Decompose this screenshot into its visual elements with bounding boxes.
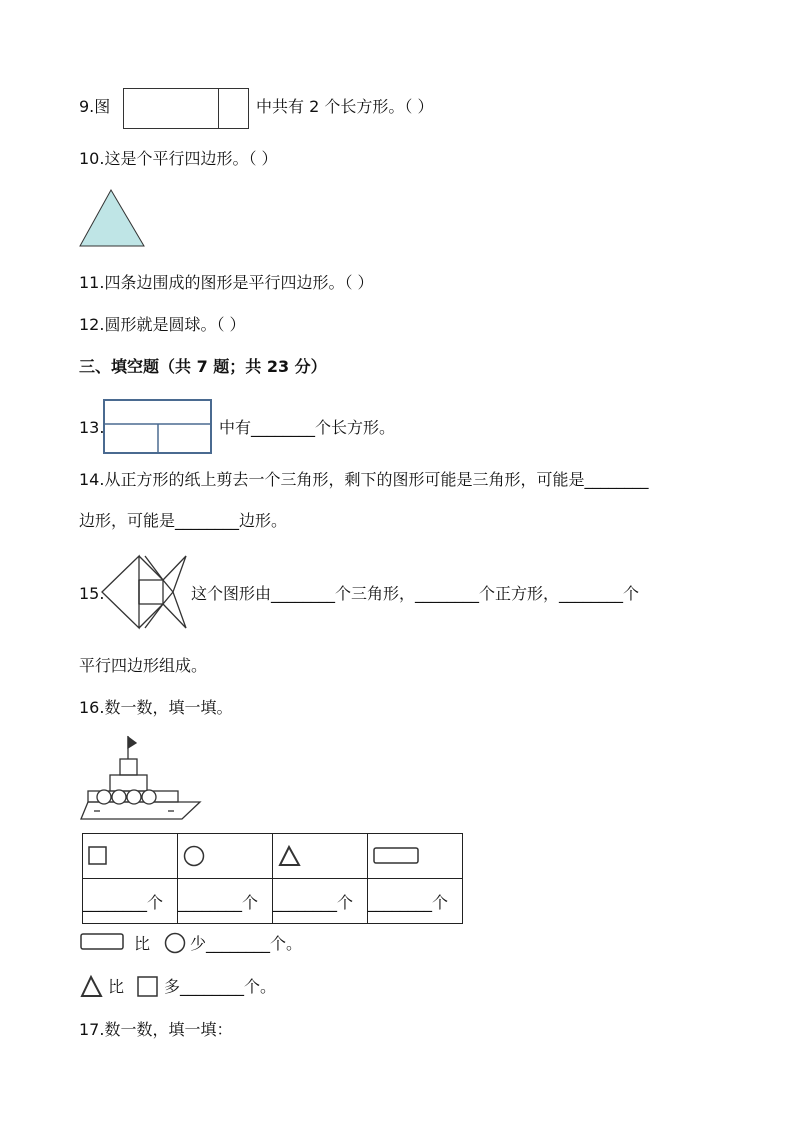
q17-title: 17.数一数，填一填： [79,1020,233,1039]
circle-icon [164,932,186,954]
triangle-icon [80,975,104,999]
count-blank-circle[interactable]: ________个 [178,879,273,924]
table-cell [83,834,178,879]
q14-line1: 14.从正方形的纸上剪去一个三角形，剩下的图形可能是三角形，可能是________ [79,470,649,489]
compare2-word1: 比 [108,977,125,996]
q15-prefix: 15. [79,584,105,603]
q13-rectangle-figure [103,399,212,454]
count-table [82,833,463,924]
q15-line1: 这个图形由________个三角形，________个正方形，________个 [191,584,640,603]
table-cell [273,834,368,879]
q9-prefix: 9.图 [79,97,111,116]
count-blank-triangle[interactable]: ________个 [273,879,368,924]
q13-prefix: 13. [79,418,105,437]
count-blank-rectangle[interactable]: ________个 [368,879,463,924]
table-row [83,879,463,924]
q12-text: 12.圆形就是圆球。（ ） [79,315,246,334]
q10-text: 10.这是个平行四边形。（ ） [79,149,278,168]
rectangle-icon [80,933,126,951]
circle-icon [183,845,205,867]
q9-suffix: 中共有 2 个长方形。（ ） [256,97,434,116]
count-blank-square[interactable]: ________个 [83,879,178,924]
q16-title: 16.数一数，填一填。 [79,698,233,717]
compare2-word2: 多________个。 [164,977,277,996]
q15-line2: 平行四边形组成。 [79,656,208,675]
q15-fish-figure [101,555,187,630]
square-icon [137,976,159,998]
triangle-icon [278,845,302,867]
q10-triangle-figure [79,189,145,247]
rectangle-icon [373,847,421,865]
q11-text: 11.四条边围成的图形是平行四边形。（ ） [79,273,374,292]
section-title: 三、填空题（共 7 题；共 23 分） [79,357,327,376]
table-cell [368,834,463,879]
q16-ship-figure [80,735,202,823]
q13-suffix: 中有________个长方形。 [219,418,396,437]
table-cell [178,834,273,879]
square-icon [88,846,108,866]
compare1-word2: 少________个。 [190,934,303,953]
q9-rectangle-figure [123,88,249,129]
q14-line2: 边形，可能是________边形。 [79,511,288,530]
table-row [83,834,463,879]
compare1-word1: 比 [134,934,151,953]
